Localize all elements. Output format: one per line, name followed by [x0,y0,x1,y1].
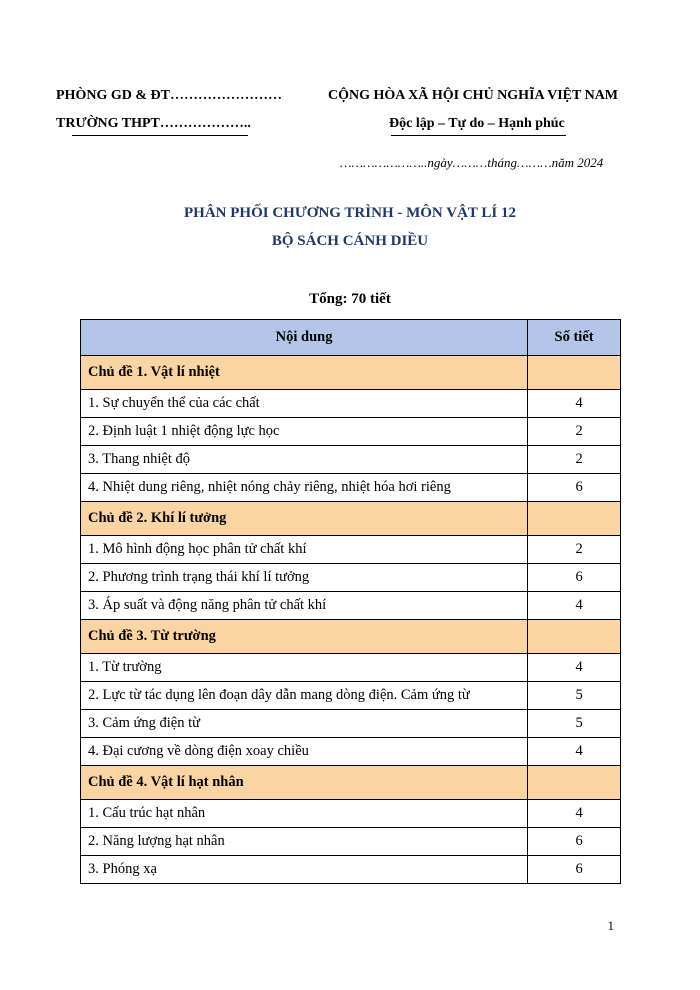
period-count [528,502,621,536]
period-count: 6 [528,474,621,502]
lesson-row [81,446,621,474]
document-subtitle: BỘ SÁCH CÁNH DIỀU [271,233,429,249]
lesson-label: 2. Năng lượng hạt nhân [81,828,528,856]
lesson-row [81,710,621,738]
republic-line: CỘNG HÒA XÃ HỘI CHỦ NGHĨA VIỆT NAM [328,88,619,103]
period-count: 4 [528,800,621,828]
topic-row [81,502,621,536]
period-count: 4 [528,592,621,620]
period-count: 5 [528,682,621,710]
period-count: 6 [528,828,621,856]
lesson-row [81,682,621,710]
topic-row [81,620,621,654]
lesson-row [81,564,621,592]
lesson-row [81,738,621,766]
header-periods: Số tiết [528,320,621,356]
lesson-label: 4. Đại cương về dòng điện xoay chiều [81,738,528,766]
period-count: 4 [528,654,621,682]
period-count [528,766,621,800]
period-count: 5 [528,710,621,738]
lesson-label: 2. Định luật 1 nhiệt động lực học [81,418,528,446]
period-count: 6 [528,856,621,884]
period-count: 2 [528,446,621,474]
department-line: PHÒNG GD & ĐT…………………… [56,88,282,103]
table-header-row [81,320,621,356]
lesson-label: 1. Cấu trúc hạt nhân [81,800,528,828]
lesson-row [81,828,621,856]
lesson-label: 1. Mô hình động học phân tử chất khí [81,536,528,564]
lesson-row [81,654,621,682]
lesson-row [81,536,621,564]
period-count: 6 [528,564,621,592]
lesson-row [81,390,621,418]
date-line: …………………..ngày………tháng………năm 2024 [340,155,604,170]
page-number: 1 [607,918,614,933]
topic-label: Chủ đề 2. Khí lí tưởng [81,502,528,536]
motto-line: Độc lập – Tự do – Hạnh phúc [389,116,565,131]
lesson-row [81,474,621,502]
lesson-label: 1. Sự chuyển thể của các chất [81,390,528,418]
period-count: 2 [528,536,621,564]
curriculum-table [80,319,621,884]
document-title: PHÂN PHỐI CHƯƠNG TRÌNH - MÔN VẬT LÍ 12 [184,205,516,221]
school-underline [72,135,248,136]
topic-label: Chủ đề 4. Vật lí hạt nhân [81,766,528,800]
topic-row [81,356,621,390]
period-count [528,356,621,390]
lesson-label: 2. Phương trình trạng thái khí lí tưởng [81,564,528,592]
lesson-label: 1. Từ trường [81,654,528,682]
lesson-label: 3. Thang nhiệt độ [81,446,528,474]
lesson-row [81,856,621,884]
lesson-label: 4. Nhiệt dung riêng, nhiệt nóng chảy riêng, nhiệt hóa hơi riêng [81,474,528,502]
header-content: Nội dung [81,320,528,356]
topic-label: Chủ đề 1. Vật lí nhiệt [81,356,528,390]
lesson-row [81,800,621,828]
topic-row [81,766,621,800]
motto-underline [391,135,566,136]
topic-label: Chủ đề 3. Từ trường [81,620,528,654]
school-line: TRƯỜNG THPT……………….. [56,116,251,131]
period-count: 4 [528,738,621,766]
lesson-label: 2. Lực từ tác dụng lên đoạn dây dẫn mang dòng điện. Cảm ứng từ [81,682,528,710]
total-periods: Tổng: 70 tiết [309,291,391,307]
period-count [528,620,621,654]
lesson-label: 3. Phóng xạ [81,856,528,884]
lesson-label: 3. Cảm ứng điện từ [81,710,528,738]
lesson-row [81,592,621,620]
period-count: 4 [528,390,621,418]
period-count: 2 [528,418,621,446]
lesson-row [81,418,621,446]
lesson-label: 3. Áp suất và động năng phân tử chất khí [81,592,528,620]
